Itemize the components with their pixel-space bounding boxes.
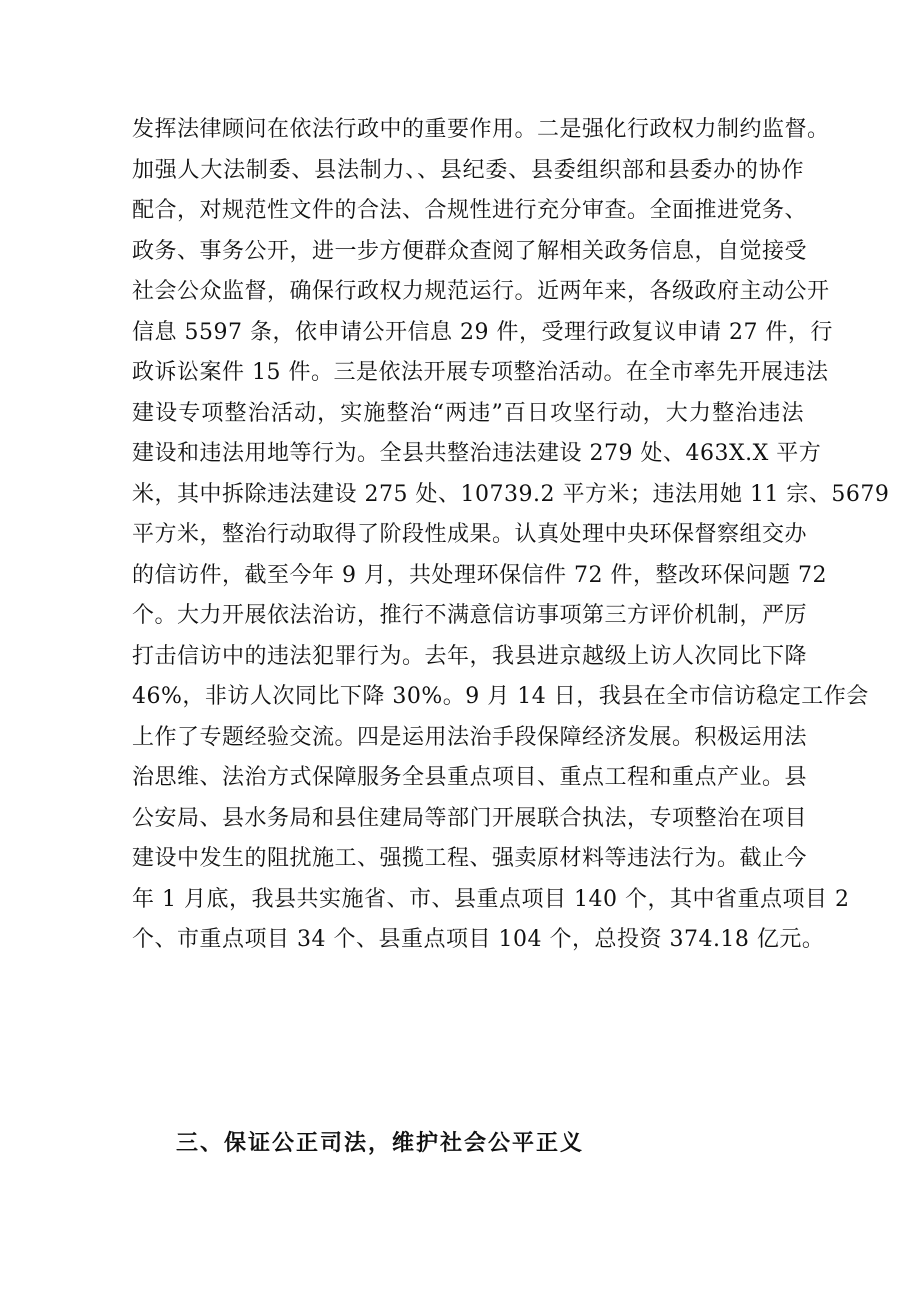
paragraph-line: 治思维、法治方式保障服务全县重点项目、重点工程和重点产业。县: [132, 765, 808, 790]
body-paragraph: [132, 110, 890, 961]
paragraph-line: 公安局、县水务局和县住建局等部门开展联合执法，专项整治在项目: [132, 805, 808, 831]
paragraph-line: 社会公众监督，确保行政权力规范运行。近两年来，各级政府主动公开: [132, 279, 830, 304]
paragraph-line: 建设中发生的阻扰施工、强揽工程、强卖原材料等违法行为。截止今: [132, 846, 808, 871]
paragraph-line: 信息 5597 条，依申请公开信息 29 件，受理行政复议申请 27 件，行: [132, 319, 833, 345]
paragraph-line: 平方米，整治行动取得了阶段性成果。认真处理中央环保督察组交办: [132, 522, 808, 547]
paragraph-line: 政诉讼案件 15 件。三是依法开展专项整治活动。在全市率先开展违法: [132, 360, 829, 385]
paragraph-line: 个。大力开展依法治访，推行不满意信访事项第三方评价机制，严厉: [132, 603, 808, 628]
section-heading: 三、保证公正司法，维护社会公平正义: [176, 1131, 585, 1156]
paragraph-line: 的信访件，截至今年 9 月，共处理环保信件 72 件，整改环保问题 72: [132, 562, 827, 588]
paragraph-line: 政务、事务公开，进一步方便群众查阅了解相关政务信息，自觉接受: [132, 238, 808, 264]
paragraph-line: 上作了专题经验交流。四是运用法治手段保障经济发展。积极运用法: [132, 724, 808, 750]
paragraph-line: 配合，对规范性文件的合法、合规性进行充分审查。全面推进党务、: [132, 198, 808, 223]
paragraph-line: 建设和违法用地等行为。全县共整治违法建设 279 处、463X.X 平方: [132, 441, 822, 466]
paragraph-line: 个、市重点项目 34 个、县重点项目 104 个，总投资 374.18 亿元。: [132, 927, 825, 952]
paragraph-line: 打击信访中的违法犯罪行为。去年，我县进京越级上访人次同比下降: [132, 643, 808, 669]
paragraph-line: 发挥法律顾问在依法行政中的重要作用。二是强化行政权力制约监督。: [132, 117, 830, 142]
paragraph-line: 46%，非访人次同比下降 30%。9 月 14 日，我县在全市信访稳定工作会: [132, 684, 869, 709]
paragraph-line: 加强人大法制委、县法制力、、县纪委、县委组织部和县委办的协作: [132, 157, 804, 183]
paragraph-line: 建设专项整治活动，实施整治“两违”百日攻坚行动，大力整治违法: [132, 400, 804, 426]
paragraph-line: 米，其中拆除违法建设 275 处、10739.2 平方米；违法用她 11 宗、5679: [132, 481, 890, 507]
paragraph-line: 年 1 月底，我县共实施省、市、县重点项目 140 个，其中省重点项目 2: [132, 886, 850, 912]
